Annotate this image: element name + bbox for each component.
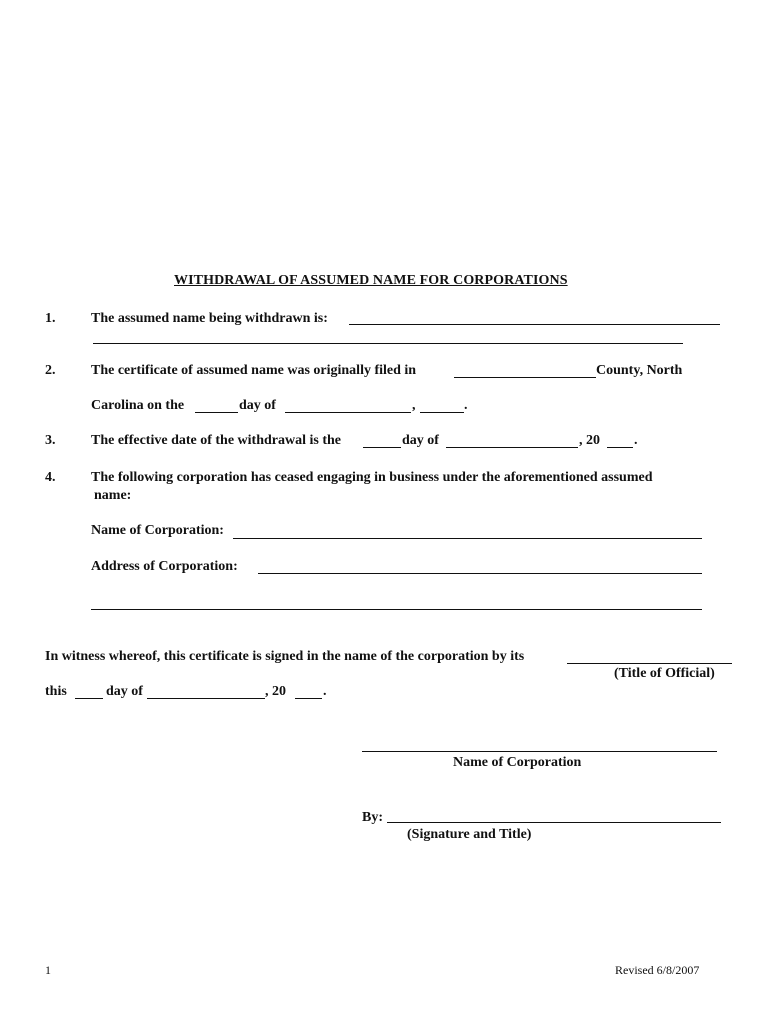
item-2-text-f: . xyxy=(464,398,468,413)
signature-line[interactable] xyxy=(387,822,721,823)
page-number: 1 xyxy=(45,963,51,977)
item-2-text-a: The certificate of assumed name was originally filed in xyxy=(91,363,417,378)
item-4-number: 4. xyxy=(45,470,56,485)
corporation-name-line[interactable] xyxy=(233,538,702,539)
witness-period: . xyxy=(323,684,327,699)
corporation-name-label: Name of Corporation: xyxy=(91,523,224,538)
item-2-number: 2. xyxy=(45,363,56,378)
effective-month-line[interactable] xyxy=(446,447,578,448)
official-title-caption: (Title of Official) xyxy=(614,666,715,681)
item-3-text-b: day of xyxy=(402,433,439,448)
corporation-address-label: Address of Corporation: xyxy=(91,559,238,574)
witness-text: In witness whereof, this certificate is signed in the name of the corporation by its xyxy=(45,649,525,664)
filed-day-line[interactable] xyxy=(195,412,238,413)
item-3-number: 3. xyxy=(45,433,56,448)
signature-by-label: By: xyxy=(362,810,383,825)
signature-corporation-line[interactable] xyxy=(362,751,717,752)
assumed-name-line-2[interactable] xyxy=(93,343,683,344)
witness-day-of-label: day of xyxy=(106,684,143,699)
effective-year-line[interactable] xyxy=(607,447,633,448)
witness-this-label: this xyxy=(45,684,67,699)
witness-month-line[interactable] xyxy=(147,698,265,699)
item-4-text-a: The following corporation has ceased engaging in business under the aforementioned assumed xyxy=(91,470,653,485)
corporation-address-line-2[interactable] xyxy=(91,609,702,610)
item-1-text: The assumed name being withdrawn is: xyxy=(91,311,328,326)
item-3-text-a: The effective date of the withdrawal is the xyxy=(91,433,342,448)
item-3-text-d: . xyxy=(634,433,638,448)
item-2-text-d: day of xyxy=(239,398,276,413)
signature-caption: (Signature and Title) xyxy=(407,827,532,842)
revised-date: Revised 6/8/2007 xyxy=(615,963,700,977)
form-title: WITHDRAWAL OF ASSUMED NAME FOR CORPORATIONS xyxy=(174,273,568,288)
item-2-text-e: , xyxy=(412,398,416,413)
item-2-text-c: Carolina on the xyxy=(91,398,185,413)
filed-year-line[interactable] xyxy=(420,412,464,413)
filed-month-line[interactable] xyxy=(285,412,411,413)
witness-year-line[interactable] xyxy=(295,698,322,699)
item-1-number: 1. xyxy=(45,311,56,326)
witness-day-line[interactable] xyxy=(75,698,103,699)
item-3-text-c: , 20 xyxy=(579,433,600,448)
item-4-text-b: name: xyxy=(94,488,132,503)
effective-day-line[interactable] xyxy=(363,447,401,448)
official-title-line[interactable] xyxy=(567,663,732,664)
witness-year-prefix: , 20 xyxy=(265,684,286,699)
assumed-name-line-1[interactable] xyxy=(349,324,720,325)
corporation-address-line-1[interactable] xyxy=(258,573,702,574)
item-2-text-b: County, North xyxy=(596,363,683,378)
signature-corporation-caption: Name of Corporation xyxy=(453,755,582,770)
county-line[interactable] xyxy=(454,377,596,378)
